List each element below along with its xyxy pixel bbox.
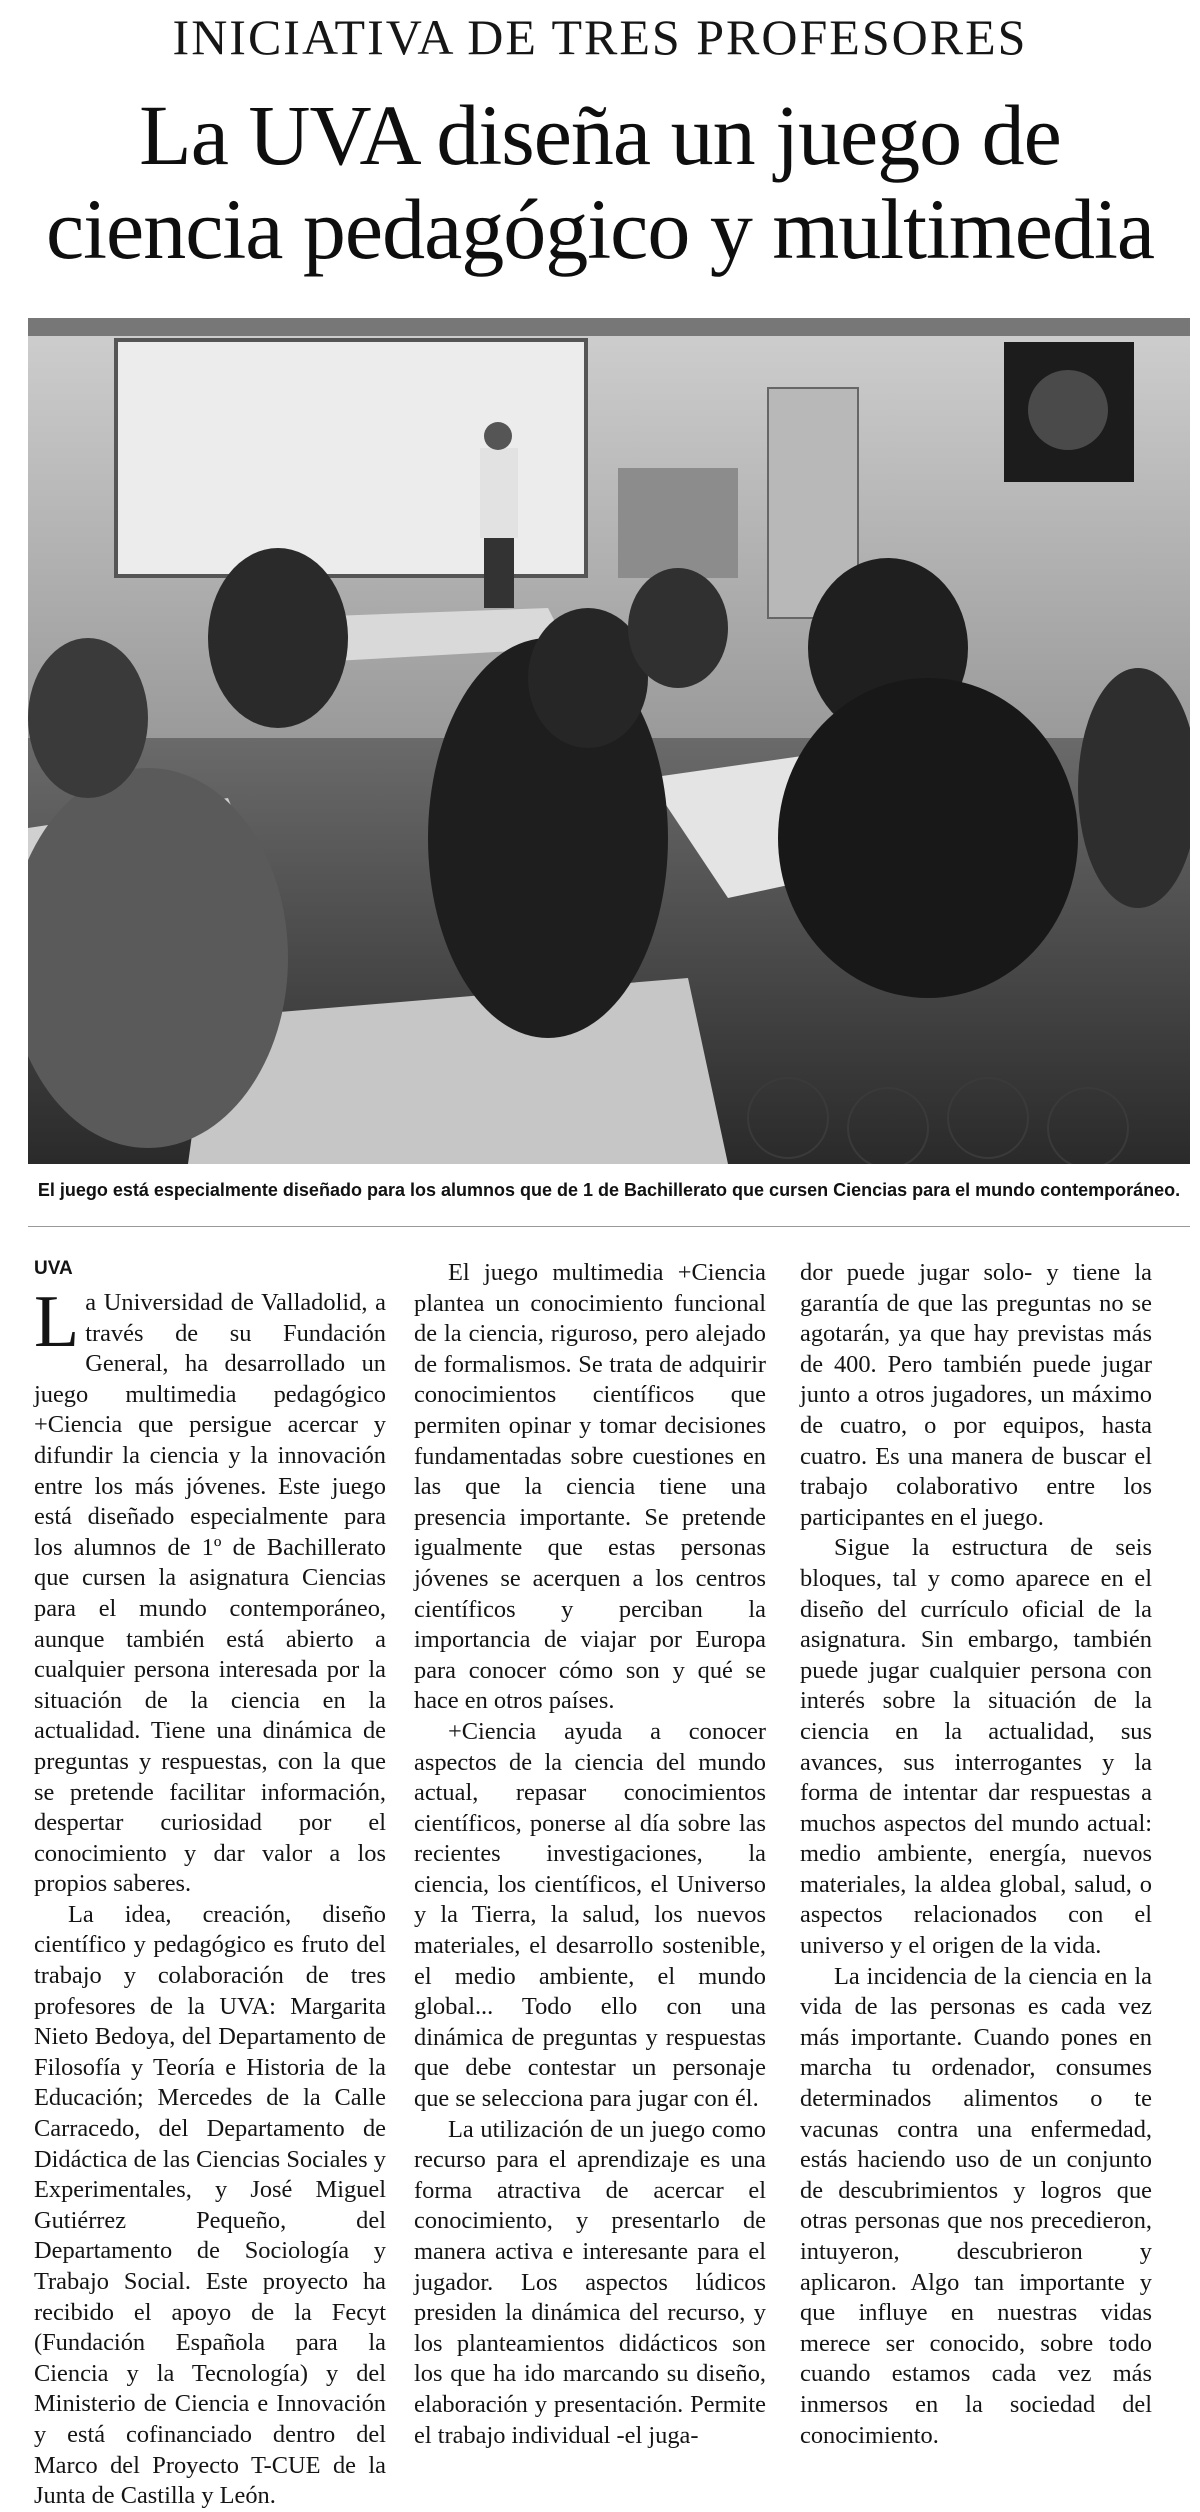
paragraph: dor puede jugar solo- y tiene la garantía de que las preguntas no se agotarán, ya que hay previstas más de 400. Pero también puede jugar junto a otros jugadores, un máximo de cuatro, o por equipos, hasta cuatro. Es una manera de buscar el trabajo colaborativo entre los participantes en el juego. [800, 1259, 1152, 1531]
headline [20, 88, 1180, 276]
headline-line-1: La UVA diseña un juego de [139, 87, 1061, 183]
headline-line-2: ciencia pedagógico y multimedia [45, 181, 1155, 277]
article-column-1 [34, 1258, 386, 2512]
paragraph-text: a Universidad de Valladolid, a través de su Fundación General, ha desarrollado un juego multimedia pedagógico +Ciencia que persigue acercar y difundir la ciencia y la innovación entre los más jóvenes. Este juego está diseñado especialmente para los alumnos de 1º de Bachillerato que cursen la asignatura Ciencias para el mundo contemporáneo, aunque también está abierto a cualquier persona interesada por la situación de la ciencia en la actualidad. Tiene una dinámica de preguntas y respuestas, con la que se pretende facilitar información, despertar curiosidad por el conocimiento y dar valor a los propios saberes. [34, 1289, 386, 1898]
byline: UVA [34, 1258, 73, 1279]
paragraph: El juego multimedia +Ciencia plantea un conocimiento funcional de la ciencia, riguroso, pero alejado de formalismos. Se trata de adquirir conocimientos científicos que permiten opinar y tomar decisiones fundamentadas sobre cuestiones en las que la ciencia tiene una presencia importante. Se pretende igualmente que estas personas jóvenes se acerquen a los centros científicos y perciban la importancia de viajar por Europa para conocer cómo son y qué se hace en otros países. [414, 1259, 766, 1715]
article-column-2 [414, 1258, 766, 2451]
paragraph: La incidencia de la ciencia en la vida de las personas es cada vez más importante. Cuando pones en marcha tu ordenador, consumes determinados alimentos o te vacunas contra una enfermedad, estás haciendo uso de un conjunto de descubrimientos y logros que otras personas que nos precedieron, intuyeron, descubrieron y aplicaron. Algo tan importante y que influye en nuestras vidas merece ser conocido, sobre todo cuando estamos cada vez más inmersos en la sociedad del conocimiento. [800, 1962, 1152, 2449]
article-column-3 [800, 1258, 1152, 2451]
divider [28, 1226, 1190, 1227]
paragraph: Sigue la estructura de seis bloques, tal y como aparece en el diseño del currículo oficial de la asignatura. Sin embargo, también puede jugar cualquier persona con interés sobre la situación de la ciencia en la actualidad, sus avances, sus interrogantes y la forma de intentar dar respuestas a muchos aspectos del mundo actual: medio ambiente, energía, nuevos materiales, la aldea global, salud, o aspectos relacionados con el universo y el origen de la vida. [800, 1534, 1152, 1960]
paragraph [34, 1281, 386, 1900]
paragraph: +Ciencia ayuda a conocer aspectos de la ciencia del mundo actual, repasar conocimientos científicos, ponerse al día sobre las recientes investigaciones, la ciencia, los científicos, el Universo y la Tierra, la salud, los nuevos materiales, el desarrollo sostenible, el medio ambiente, el mundo global... Todo ello con una dinámica de preguntas y respuestas que debe contestar un personaje que se selecciona para jugar con él. [414, 1717, 766, 2113]
paragraph: La utilización de un juego como recurso para el aprendizaje es una forma atractiva de acercar el conocimiento, y presentarlo de manera activa e interesante para el jugador. Los aspectos lúdicos presiden la dinámica del recurso, y los planteamientos didácticos son los que ha ido marcando su diseño, elaboración y presentación. Permite el trabajo individual -el juga- [414, 2115, 766, 2449]
paragraph: La idea, creación, diseño científico y pedagógico es fruto del trabajo y colaboración de tres profesores de la UVA: Margarita Nieto Bedoya, del Departamento de Filosofía y Teoría e Historia de la Educación; Mercedes de la Calle Carracedo, del Departamento de Didáctica de las Ciencias Sociales y Experimentales, y José Miguel Gutiérrez Pequeño, del Departamento de Sociología y Trabajo Social. Este proyecto ha recibido el apoyo de la Fecyt (Fundación Española para la Ciencia y la Tecnología) y del Ministerio de Ciencia e Innovación y está cofinanciado dentro del Marco del Proyecto T-CUE de la Junta de Castilla y León. [34, 1900, 386, 2510]
drop-cap: L [34, 1281, 80, 1363]
section-kicker: INICIATIVA DE TRES PROFESORES [172, 9, 1028, 65]
photo-caption: El juego está especialmente diseñado para los alumnos que de 1 de Bachillerato que cursen Ciencias para el mundo contemporáneo. [37, 1180, 1181, 1200]
classroom-photo [28, 318, 1190, 1164]
